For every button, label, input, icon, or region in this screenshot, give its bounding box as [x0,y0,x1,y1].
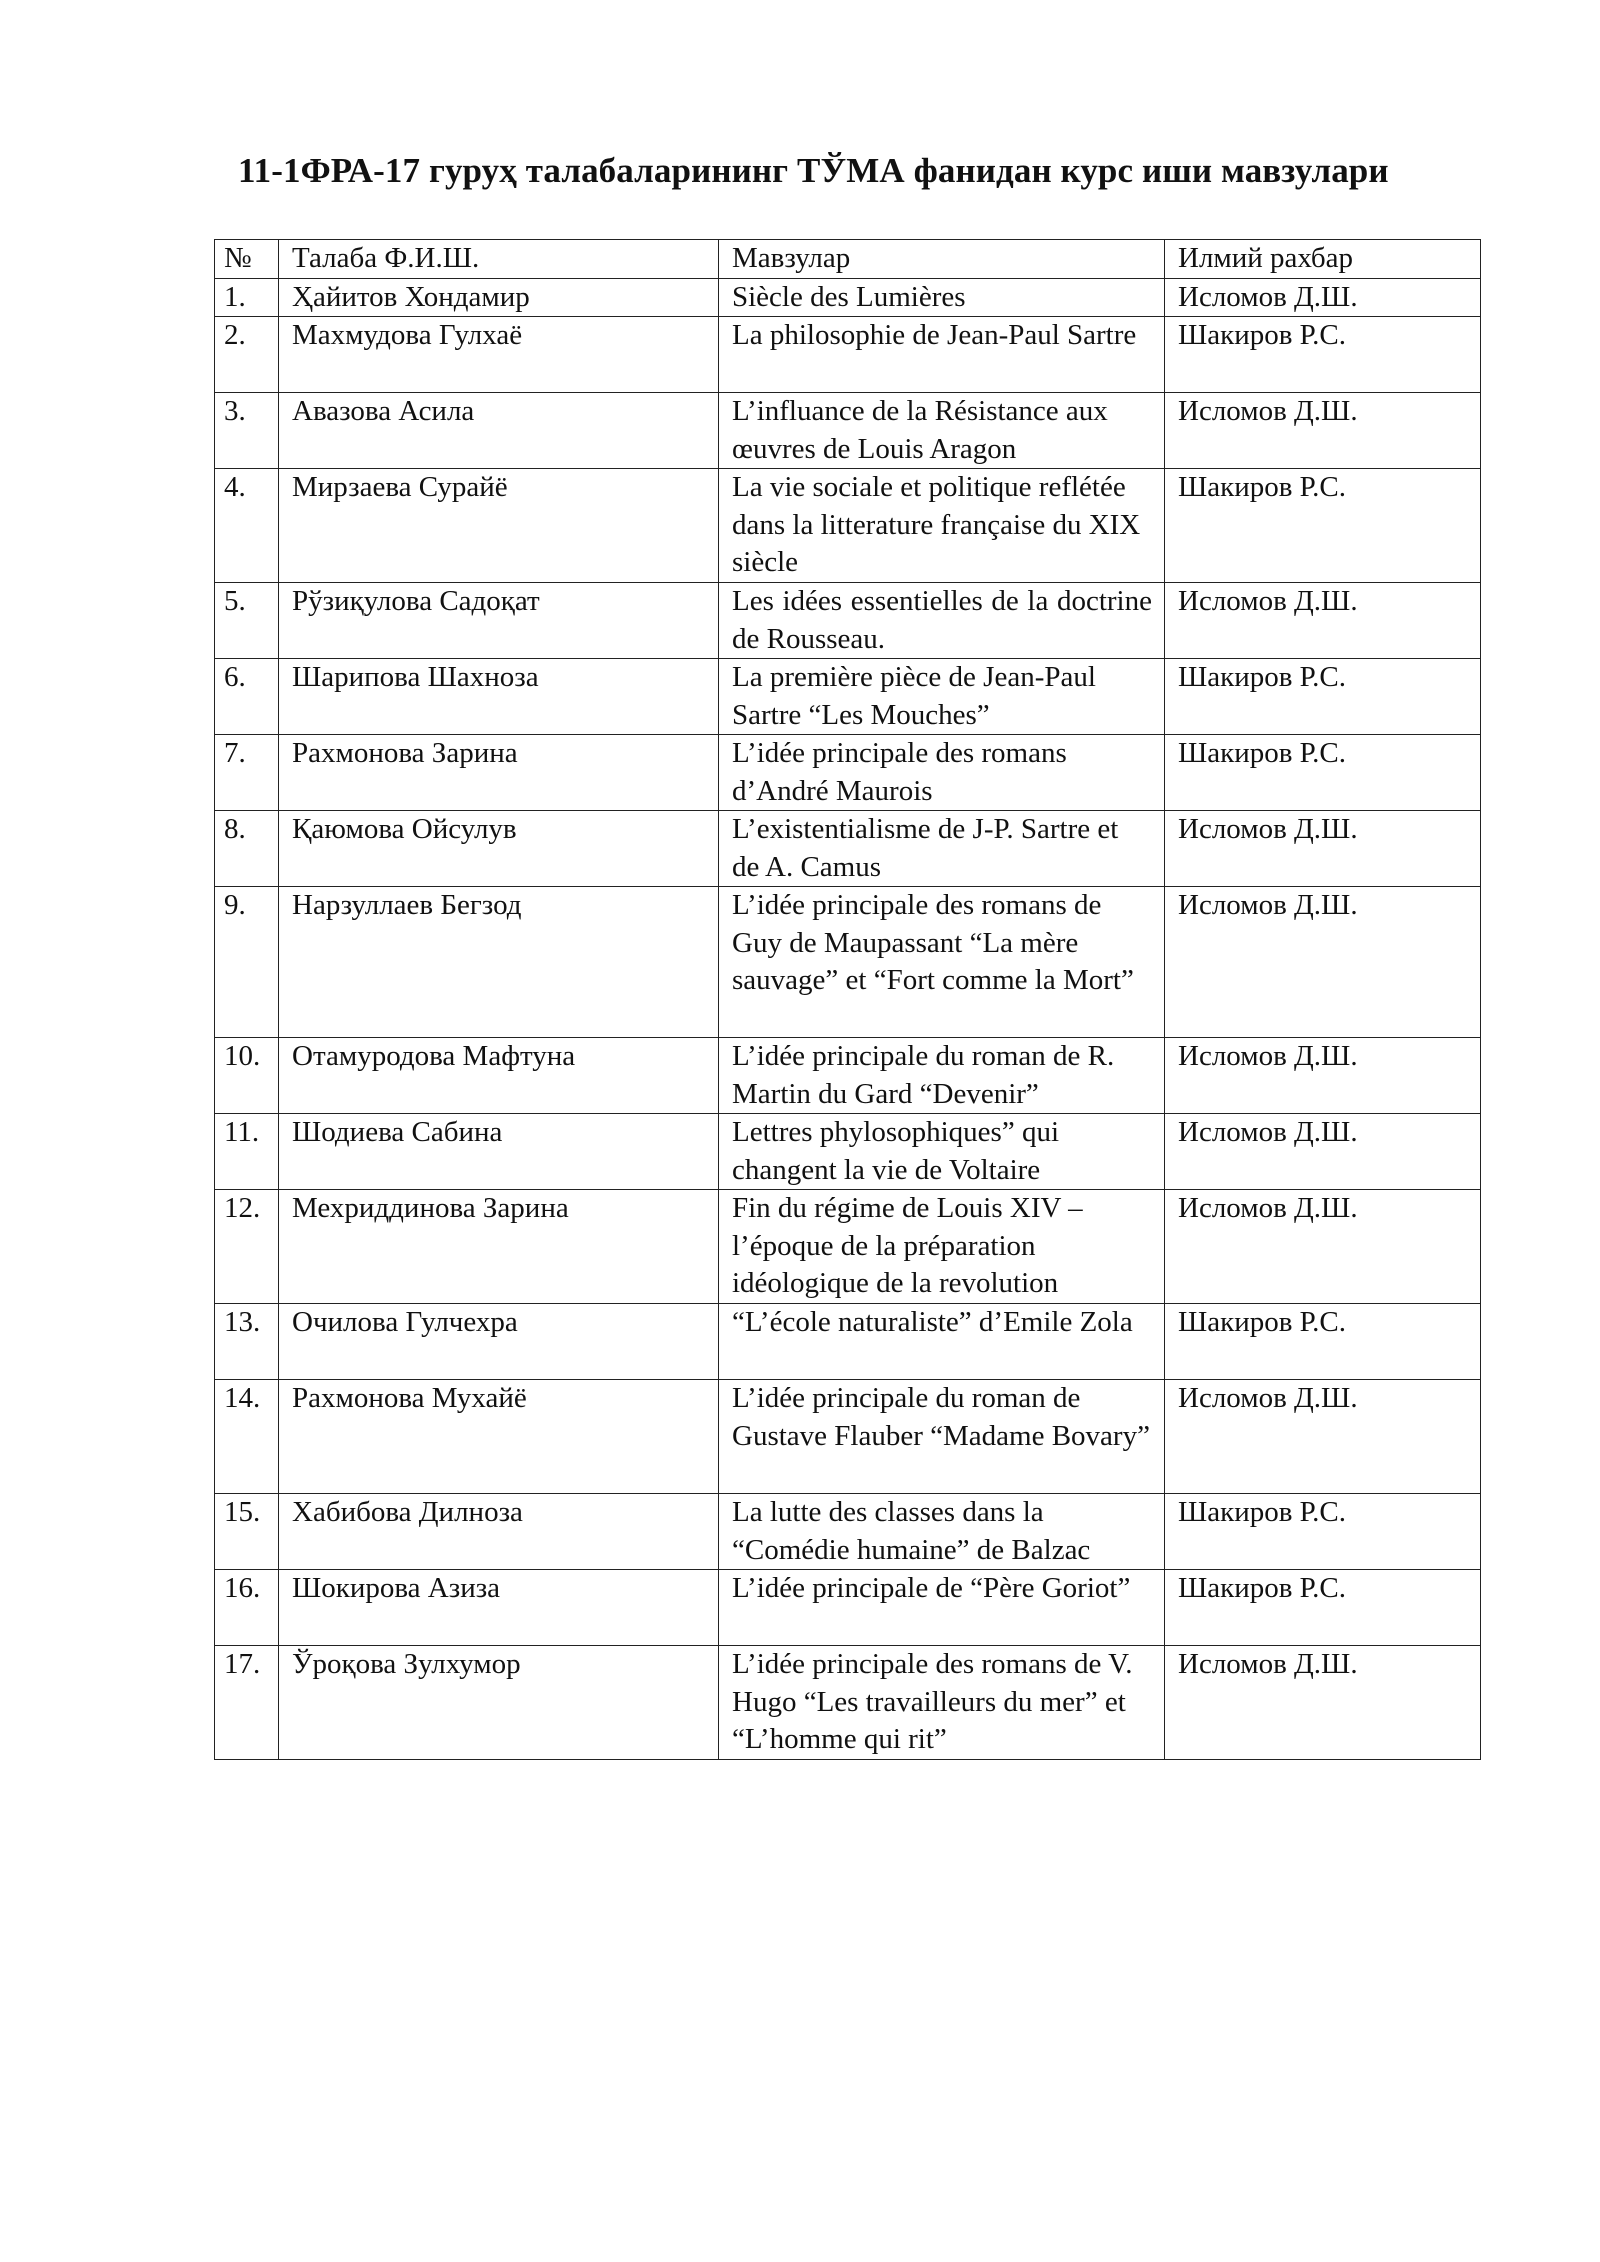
table-row [215,735,1481,811]
topic: La vie sociale et politique reflétée dans la litterature française du XIX siècle [719,469,1165,583]
student-name: Рахмонова Зарина [279,735,719,811]
student-name: Шодиева Сабина [279,1114,719,1190]
topic: L’idée principale du roman de Gustave Flauber “Madame Bovary” [719,1380,1165,1494]
table-row [215,1646,1481,1760]
supervisor: Исломов Д.Ш. [1165,1114,1481,1190]
topic: L’idée principale des romans de Guy de Maupassant “La mère sauvage” et “Fort comme la Mort” [719,887,1165,1038]
topic: Les idées essentielles de la doctrine de Rousseau. [719,583,1165,659]
student-name: Очилова Гулчехра [279,1304,719,1380]
topic: La première pièce de Jean-Paul Sartre “Les Mouches” [719,659,1165,735]
supervisor: Исломов Д.Ш. [1165,887,1481,1038]
supervisor: Исломов Д.Ш. [1165,1190,1481,1304]
supervisor: Шакиров Р.С. [1165,1304,1481,1380]
supervisor: Исломов Д.Ш. [1165,393,1481,469]
student-name: Махмудова Гулхаё [279,317,719,393]
row-number: 13. [215,1304,279,1380]
student-name: Шарипова Шахноза [279,659,719,735]
student-name: Нарзуллаев Бегзод [279,887,719,1038]
header-supervisor: Илмий рахбар [1165,240,1481,279]
student-name: Авазова Асила [279,393,719,469]
page-title: 11-1ФРА-17 гуруҳ талабаларининг ТЎМА фанидан курс иши мавзулари [238,151,1389,190]
topic: L’idée principale des romans d’André Maurois [719,735,1165,811]
topic: La lutte des classes dans la “Comédie humaine” de Balzac [719,1494,1165,1570]
topic: L’existentialisme de J-P. Sartre et de A. Camus [719,811,1165,887]
table-header-row [215,240,1481,279]
table-row [215,1570,1481,1646]
row-number: 10. [215,1038,279,1114]
table-row [215,393,1481,469]
topic: L’idée principale du roman de R. Martin du Gard “Devenir” [719,1038,1165,1114]
student-name: Хабибова Дилноза [279,1494,719,1570]
table-row [215,1494,1481,1570]
course-topics-table [214,239,1481,1760]
table-row [215,583,1481,659]
row-number: 6. [215,659,279,735]
supervisor: Шакиров Р.С. [1165,659,1481,735]
supervisor: Исломов Д.Ш. [1165,1380,1481,1494]
topic: L’idée principale de “Père Goriot” [719,1570,1165,1646]
table-row [215,1114,1481,1190]
student-name: Ўроқова Зулхумор [279,1646,719,1760]
topic: Fin du régime de Louis XIV – l’époque de la préparation idéologique de la revolution [719,1190,1165,1304]
row-number: 14. [215,1380,279,1494]
row-number: 4. [215,469,279,583]
header-number: № [215,240,279,279]
topic: Lettres phylosophiques” qui changent la vie de Voltaire [719,1114,1165,1190]
row-number: 1. [215,278,279,317]
header-topics: Мавзулар [719,240,1165,279]
table-row [215,1380,1481,1494]
student-name: Мирзаева Сурайё [279,469,719,583]
student-name: Мехриддинова Зарина [279,1190,719,1304]
row-number: 12. [215,1190,279,1304]
supervisor: Исломов Д.Ш. [1165,1646,1481,1760]
table-row [215,1038,1481,1114]
row-number: 8. [215,811,279,887]
supervisor: Шакиров Р.С. [1165,469,1481,583]
table-row [215,811,1481,887]
topic: “L’école naturaliste” d’Emile Zola [719,1304,1165,1380]
student-name: Шокирова Азиза [279,1570,719,1646]
student-name: Ҳайитов Хондамир [279,278,719,317]
row-number: 2. [215,317,279,393]
student-name: Рўзиқулова Садоқат [279,583,719,659]
row-number: 16. [215,1570,279,1646]
supervisor: Исломов Д.Ш. [1165,583,1481,659]
student-name: Отамуродова Мафтуна [279,1038,719,1114]
supervisor: Исломов Д.Ш. [1165,1038,1481,1114]
header-student-name: Талаба Ф.И.Ш. [279,240,719,279]
table-row [215,659,1481,735]
student-name: Қаюмова Ойсулув [279,811,719,887]
row-number: 17. [215,1646,279,1760]
supervisor: Исломов Д.Ш. [1165,278,1481,317]
table-row [215,887,1481,1038]
supervisor: Шакиров Р.С. [1165,317,1481,393]
row-number: 3. [215,393,279,469]
table-row [215,1304,1481,1380]
row-number: 11. [215,1114,279,1190]
topic: L’influance de la Résistance aux œuvres de Louis Aragon [719,393,1165,469]
row-number: 9. [215,887,279,1038]
topic: La philosophie de Jean-Paul Sartre [719,317,1165,393]
table-row [215,278,1481,317]
supervisor: Шакиров Р.С. [1165,1494,1481,1570]
supervisor: Исломов Д.Ш. [1165,811,1481,887]
supervisor: Шакиров Р.С. [1165,1570,1481,1646]
topic: Siècle des Lumières [719,278,1165,317]
supervisor: Шакиров Р.С. [1165,735,1481,811]
row-number: 5. [215,583,279,659]
table-row [215,317,1481,393]
row-number: 15. [215,1494,279,1570]
row-number: 7. [215,735,279,811]
table-row [215,1190,1481,1304]
table-row [215,469,1481,583]
student-name: Рахмонова Мухайё [279,1380,719,1494]
topic: L’idée principale des romans de V. Hugo “Les travailleurs du mer” et “L’homme qui rit” [719,1646,1165,1760]
